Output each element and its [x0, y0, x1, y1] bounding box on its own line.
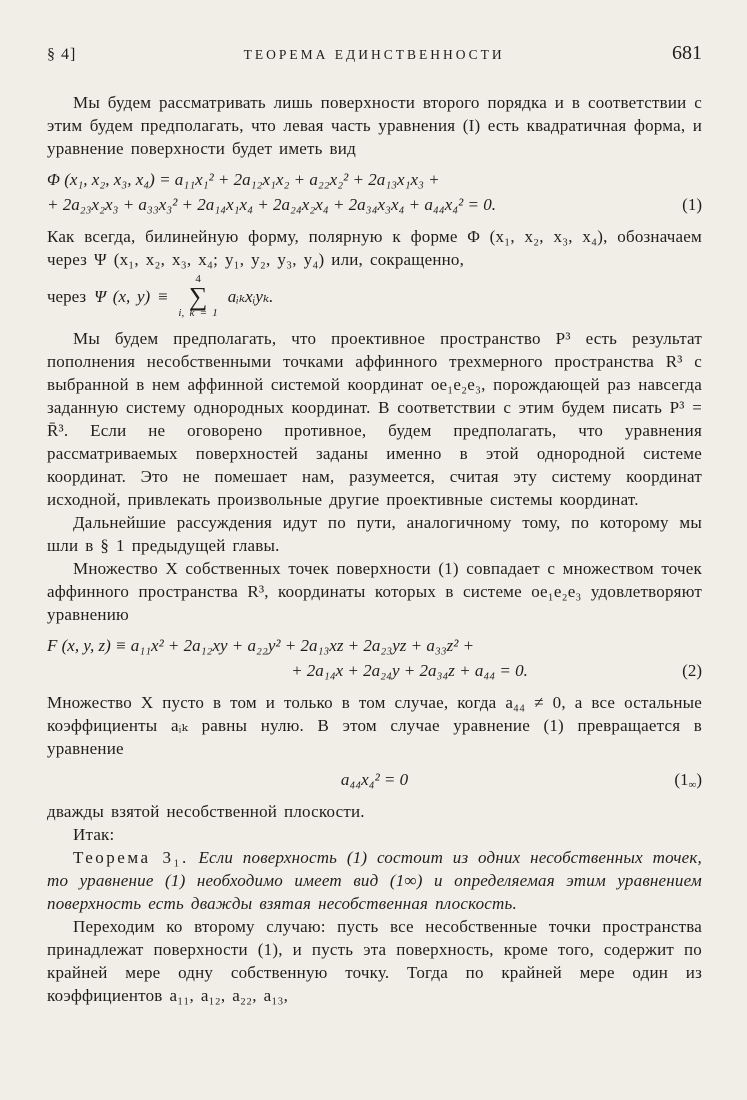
equation-number-infinity-open: (1: [674, 770, 689, 790]
sum-term: aᵢₖxᵢyₖ.: [227, 286, 274, 306]
sum-psi-expression: Ψ (x, y) ≡: [94, 286, 169, 306]
formula-1-text-1: Φ (x₁, x₂, x₃, x₄) = a₁₁x₁² + 2a₁₂x₁x₂ + a₂₂x₂² + 2a₁₃x₁x₃ +: [47, 170, 440, 189]
formula-1-line-2: [47, 192, 702, 217]
formula-2-text-2: + 2a₁₄x + 2a₂₄y + 2a₃₄z + a₄₄ = 0.: [291, 661, 528, 681]
formula-1: [47, 167, 702, 217]
paragraph-double-plane: дважды взятой несобственной плоскости.: [47, 802, 365, 822]
equation-number-1: (1): [682, 195, 702, 214]
summation-upper-limit: 4: [195, 273, 201, 285]
paragraph-further-reasoning: Дальнейшие рассуждения идут по пути, аналогичному тому, по которому мы шли в § 1 предыдущей главы.: [47, 513, 702, 556]
formula-sum-line: [47, 274, 702, 319]
formula-2-line-2: [47, 658, 702, 683]
paragraph-empty-set: Множество X пусто в том и только в том случае, когда a₄₄ ≠ 0, а все остальные коэффициенты aᵢₖ равны нулю. В этом случае уравнение (1) превращается в уравнение: [47, 693, 702, 759]
formula-2: [47, 633, 702, 683]
paragraph-itak: Итак:: [73, 825, 115, 845]
summation-lower-limit: i, k = 1: [178, 307, 218, 320]
equation-number-2: (2): [682, 661, 702, 681]
section-marker: § 4]: [47, 46, 77, 63]
paragraph-bilinear: Как всегда, билинейную форму, полярную к форме Φ (x₁, x₂, x₃, x₄), обозначаем через Ψ (x₁, x₂, x₃, x₄; y₁, y₂, y₃, y₄) или, сокращенно,: [47, 227, 702, 269]
equation-number-infinity: [674, 767, 702, 798]
equation-number-infinity-close: ): [696, 770, 702, 790]
sigma-icon: ∑: [188, 282, 208, 311]
paragraph-set-x: Множество X собственных точек поверхности (1) совпадает с множеством точек аффинного пространства R³, координаты которых в системе oe₁e₂e₃ удовлетворяют уравнению: [47, 559, 702, 625]
paragraph-intro: Мы будем рассматривать лишь поверхности второго порядка и в соответствии с этим будем предполагать, что левая часть уравнения (I) есть квадратичная форма, и уравнение поверхности будет иметь вид: [47, 93, 702, 158]
paragraph-second-case: Переходим ко второму случаю: пусть все несобственные точки пространства принадлежат поверхности (1), и пусть эта поверхность, кроме того, содержит по крайней мере одну собственную точку. Тогда по крайней мере один из коэффициентов a₁₁, a₁₂, a₂₂, a₁₃,: [47, 917, 702, 1006]
summation-symbol: [178, 274, 217, 319]
paragraph-projective-space: Мы будем предполагать, что проективное пространство P³ есть результат пополнения несобственными точками аффинного трехмерного пространства R³ с выбранной в нем аффинной системой координат oe₁e₂e₃, порождающей раз навсегда заданную систему однородных координат. В соответствии с этим будем писать P³ = R̄³. Если не оговорено противное, будем предполагать, что уравнения рассматриваемых поверхностей заданы именно в этой однородной системе координат. Это не помешает нам, разумеется, считая эту систему координат исходной, привлекать произвольные другие проективные системы координат.: [47, 329, 702, 510]
formula-2-text-1: F (x, y, z) ≡ a₁₁x² + 2a₁₂xy + a₂₂y² + 2a₁₃xz + 2a₂₃yz + a₃₃z² +: [47, 636, 475, 656]
formula-2-line-1: [47, 633, 702, 658]
theorem-statement: Если поверхность (1) состоит из одних несобственных точек, то уравнение (1) необходимо имеет вид (1∞) и определяемая этим уравнением поверхность есть дважды взятая несобственная плоскость.: [47, 848, 702, 914]
page-number: 681: [671, 42, 702, 64]
formula-3-text: a₄₄x₄² = 0: [340, 770, 409, 790]
formula-1-text-2: + 2a₂₃x₂x₃ + a₃₃x₃² + 2a₁₄x₁x₄ + 2a₂₄x₂x₄ + 2a₃₄x₃x₄ + a₄₄x₄² = 0.: [47, 195, 496, 214]
page-header: [47, 42, 702, 65]
running-title: ТЕОРЕМА ЕДИНСТВЕННОСТИ: [243, 47, 505, 62]
infinity-subscript: ∞: [688, 779, 697, 792]
formula-3: [47, 767, 702, 792]
sum-prefix: через: [47, 286, 87, 306]
paragraph-theorem: [47, 846, 702, 915]
formula-3-line: [47, 767, 702, 792]
theorem-label: Теорема 3₁.: [73, 848, 189, 868]
formula-1-line-1: [47, 167, 702, 192]
